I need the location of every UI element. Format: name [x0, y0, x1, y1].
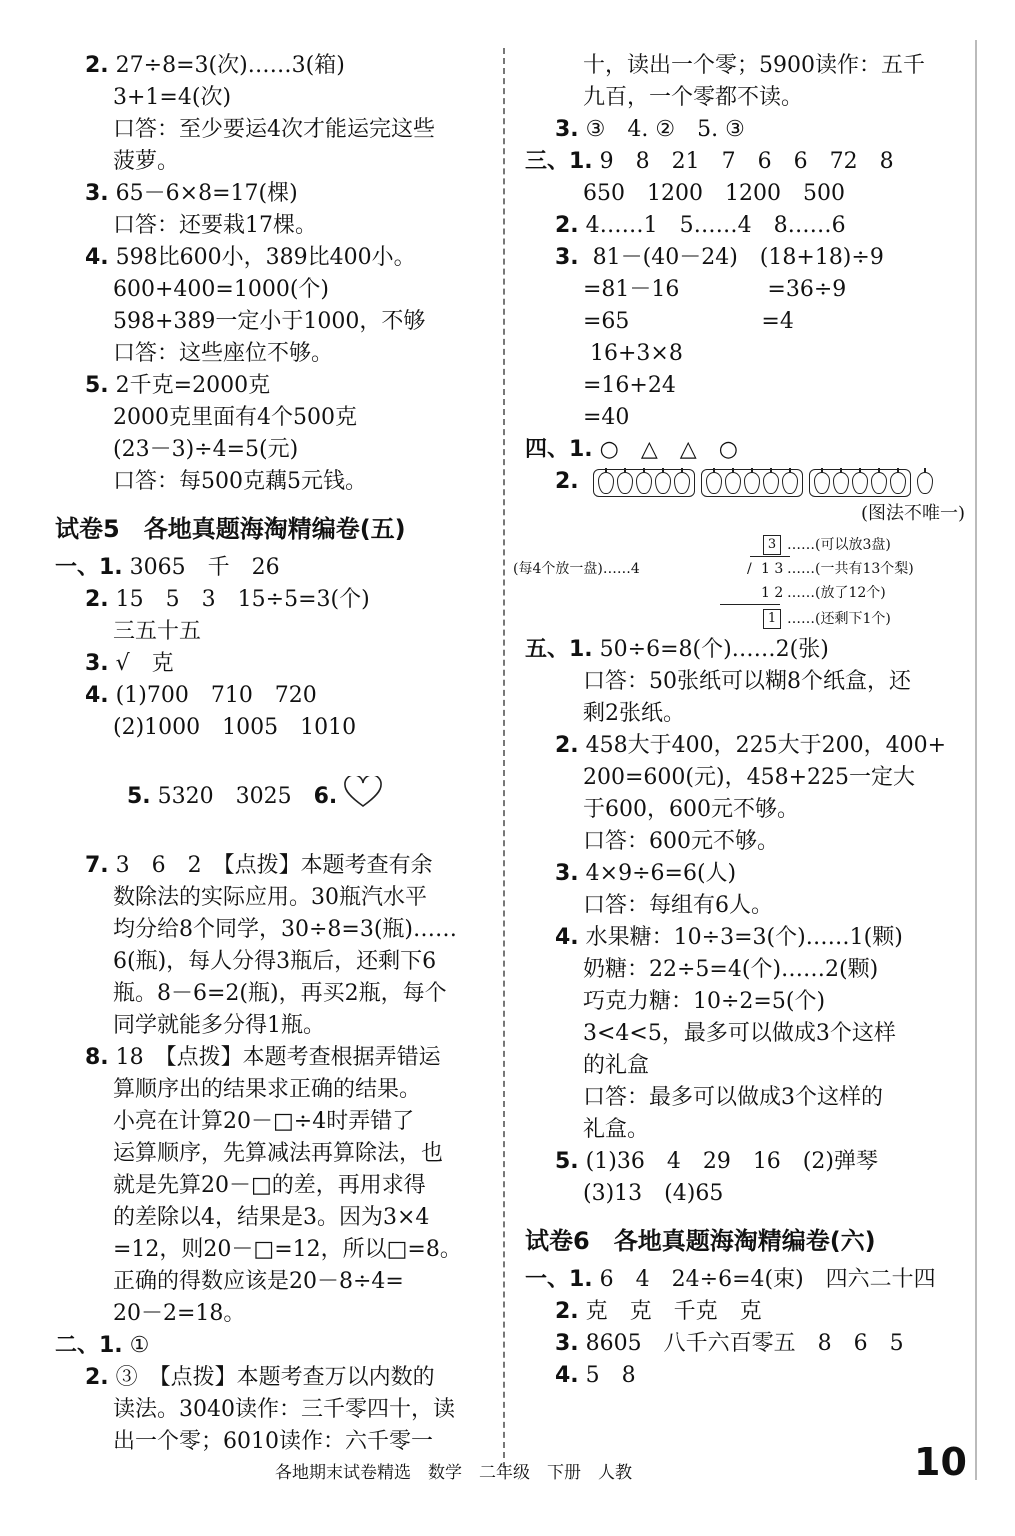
answer-text: 600+400=1000(个)	[113, 277, 330, 302]
answer-line	[525, 986, 965, 1018]
answer-text: =16+24	[583, 373, 676, 398]
answer-text: 口答：最多可以做成3个这样的	[583, 1085, 883, 1110]
pear-box	[701, 469, 803, 497]
question-number: 二、1.	[55, 1333, 123, 1358]
answer-text: 的礼盒	[583, 1053, 650, 1078]
answer-text: 礼盒。	[583, 1117, 650, 1142]
answer-text: 口答：每组有6人。	[583, 893, 773, 918]
answer-line	[55, 648, 485, 680]
pear-icon	[852, 472, 868, 494]
right-block-1	[525, 50, 965, 466]
question-number: 3.	[85, 651, 109, 676]
answer-text: 瓶。8－6=2(瓶)，再买2瓶，每个	[113, 981, 447, 1006]
answer-line	[55, 1202, 485, 1234]
answer-line	[525, 1114, 965, 1146]
answer-text: 458大于400，225大于200，400+	[578, 733, 947, 758]
answer-text: ①	[122, 1333, 150, 1358]
answer-line	[525, 1360, 965, 1392]
answer-line	[525, 242, 965, 274]
question-number: 2.	[85, 53, 109, 78]
answer-line	[55, 306, 485, 338]
answer-text: 九百，一个零都不读。	[583, 85, 804, 110]
answer-line	[525, 1328, 965, 1360]
answer-line	[55, 1362, 485, 1394]
answer-line	[55, 850, 485, 882]
question-number: 5.	[126, 784, 151, 809]
answer-line	[55, 616, 485, 648]
answer-line	[55, 946, 485, 978]
quotient-note: ……(可以放3盘)	[787, 537, 891, 553]
answer-text: 50÷6=8(个)……2(张)	[592, 637, 829, 662]
answer-text: 650 1200 1200 500	[583, 181, 845, 206]
division-bar	[750, 556, 790, 557]
pear-icon	[674, 472, 690, 494]
question-number: 3.	[555, 861, 579, 886]
page-number: 10	[914, 1440, 967, 1484]
answer-text: 克 克 千克 克	[578, 1299, 762, 1324]
answer-line	[55, 242, 485, 274]
answer-line	[55, 1298, 485, 1330]
answer-text: 3065 千 26	[122, 555, 280, 580]
answer-line	[55, 146, 485, 178]
answer-text: 正确的得数应该是20－8÷4=	[113, 1269, 404, 1294]
dividend: 1 3	[761, 561, 784, 577]
pear-icon	[917, 472, 933, 494]
answer-text: 65－6×8=17(棵)	[108, 181, 298, 206]
pear-icon	[655, 472, 671, 494]
answer-text: 5 8	[578, 1363, 636, 1388]
question-number: 3.	[555, 245, 579, 270]
answer-line	[525, 1178, 965, 1210]
answer-text: (3)13 (4)65	[583, 1181, 724, 1206]
answer-text: 8605 八千六百零五 8 6 5	[578, 1331, 904, 1356]
answer-line	[525, 890, 965, 922]
answer-text: 27÷8=3(次)……3(箱)	[108, 53, 345, 78]
question-number: 4.	[555, 925, 579, 950]
answer-line	[525, 146, 965, 178]
question-number: 4.	[85, 683, 109, 708]
answer-text: 3<4<5，最多可以做成3个这样	[583, 1021, 896, 1046]
answer-line	[525, 114, 965, 146]
answer-text: (2)1000 1005 1010	[113, 715, 357, 740]
answer-text: 运算顺序，先算减法再算除法，也	[113, 1141, 444, 1166]
answer-line	[55, 882, 485, 914]
answer-text: 算顺序出的结果求正确的结果。	[113, 1077, 422, 1102]
answer-line	[525, 306, 965, 338]
answer-line	[525, 858, 965, 890]
answer-line	[55, 1010, 485, 1042]
pear-box	[593, 469, 695, 497]
answer-line	[55, 1138, 485, 1170]
question-number: 2.	[85, 587, 109, 612]
answer-text: 同学就能多分得1瓶。	[113, 1013, 325, 1038]
answer-text: 4×9÷6=6(人)	[578, 861, 737, 886]
question-number: 五、1.	[525, 637, 593, 662]
answer-text: 9 8 21 7 6 6 72 8	[592, 149, 894, 174]
answer-line	[525, 922, 965, 954]
answer-text: 就是先算20－□的差，再用求得	[113, 1173, 426, 1198]
answer-line	[525, 210, 965, 242]
pear-icon	[763, 472, 779, 494]
answer-line	[55, 1266, 485, 1298]
pear-icon	[871, 472, 887, 494]
answer-text: 于600，600元不够。	[583, 797, 799, 822]
answer-text: 水果糖：10÷3=3(个)……1(颗)	[578, 925, 903, 950]
answer-line	[55, 338, 485, 370]
remainder-note: ……(还剩下1个)	[787, 611, 891, 627]
question-number: 3.	[555, 1331, 579, 1356]
answer-line	[55, 82, 485, 114]
long-division	[513, 534, 965, 634]
answer-line	[525, 82, 965, 114]
answer-line	[55, 402, 485, 434]
answer-text: 口答：600元不够。	[583, 829, 779, 854]
answer-line	[525, 274, 965, 306]
pear-icon	[617, 472, 633, 494]
question-number: 3.	[85, 181, 109, 206]
answer-line	[525, 434, 965, 466]
answer-line	[55, 978, 485, 1010]
heart-icon	[343, 776, 383, 818]
right-column	[513, 50, 965, 1392]
section-title-6: 试卷6 各地真题海淘精编卷(六)	[525, 1227, 876, 1255]
answer-line	[55, 274, 485, 306]
answer-text: 6 4 24÷6=4(束) 四六二十四	[592, 1267, 936, 1292]
pear-grouping-line	[525, 466, 965, 498]
answer-line	[55, 1074, 485, 1106]
footer-text: 各地期末试卷精选 数学 二年级 下册 人教	[275, 1463, 632, 1483]
column-divider	[503, 48, 505, 1468]
pear-icon	[725, 472, 741, 494]
answer-line	[55, 1106, 485, 1138]
answer-line	[525, 1082, 965, 1114]
question-number: 5.	[85, 373, 109, 398]
answer-text: (23－3)÷4=5(元)	[113, 437, 299, 462]
answer-text: 81－(40－24) (18+18)÷9	[578, 245, 884, 270]
answer-text: ③ 【点拨】本题考查万以内数的	[108, 1365, 435, 1390]
pear-icon	[706, 472, 722, 494]
question-number: 5.	[555, 1149, 579, 1174]
answer-line	[55, 1042, 485, 1074]
answer-text: 6(瓶)，每人分得3瓶后，还剩下6	[113, 949, 437, 974]
right-block-3	[525, 1264, 965, 1392]
answer-text: 三五十五	[113, 619, 202, 644]
answer-line	[525, 1018, 965, 1050]
question-number: 7.	[85, 853, 109, 878]
answer-text: 16+3×8	[583, 341, 683, 366]
pear-icon	[744, 472, 760, 494]
answer-text: 598比600小，389比400小。	[108, 245, 416, 270]
answer-text: 小亮在计算20－□÷4时弄错了	[113, 1109, 415, 1134]
left-block-2	[55, 552, 485, 744]
answer-line	[525, 1296, 965, 1328]
answer-line	[55, 712, 485, 744]
answer-line	[525, 370, 965, 402]
answer-line	[525, 666, 965, 698]
answer-line	[55, 466, 485, 498]
answer-text: 口答：至少要运4次才能运完这些	[113, 117, 435, 142]
answer-text: 剩2张纸。	[583, 701, 685, 726]
answer-text: 口答：这些座位不够。	[113, 341, 334, 366]
question-number: 2.	[555, 733, 579, 758]
answer-line	[525, 1050, 965, 1082]
division-bracket: /	[747, 561, 752, 577]
answer-line	[525, 698, 965, 730]
left-column	[55, 50, 485, 1458]
answer-text: (1)700 710 720	[108, 683, 317, 708]
answer-line	[55, 1394, 485, 1426]
answer-line	[525, 634, 965, 666]
answer-line	[525, 794, 965, 826]
answer-line	[525, 338, 965, 370]
answer-text: 的差除以4，结果是3。因为3×4	[113, 1205, 430, 1230]
answer-line	[525, 730, 965, 762]
pear-icon	[598, 472, 614, 494]
question-number: 2.	[555, 1299, 579, 1324]
answer-line	[55, 552, 485, 584]
pear-icon	[636, 472, 652, 494]
answer-text: 200=600(元)，458+225一定大	[583, 765, 915, 790]
answer-text: 口答：50张纸可以糊8个纸盒，还	[583, 669, 911, 694]
question-number: 3.	[555, 117, 579, 142]
answer-text: ③ 4. ② 5. ③	[578, 117, 745, 142]
answer-line	[55, 1426, 485, 1458]
answer-line	[525, 1264, 965, 1296]
answer-text: 15 5 3 15÷5=3(个)	[108, 587, 370, 612]
answer-line	[55, 114, 485, 146]
answer-text: =12，则20－□=12，所以□=8。	[113, 1237, 462, 1262]
question-number: 4.	[555, 1363, 579, 1388]
answer-line-q5-q6	[55, 744, 485, 850]
answer-text: 口答：还要栽17棵。	[113, 213, 317, 238]
answer-text: 2000克里面有4个500克	[113, 405, 357, 430]
pear-icon	[814, 472, 830, 494]
answer-line	[525, 826, 965, 858]
dividend-note: ……(一共有13个梨)	[787, 561, 914, 577]
product-note: ……(放了12个)	[787, 585, 886, 601]
page-edge-line	[975, 40, 977, 1480]
answer-line	[55, 680, 485, 712]
answer-line	[55, 434, 485, 466]
answer-text: 出一个零；6010读作：六千零一	[113, 1429, 433, 1454]
answer-line	[55, 178, 485, 210]
answer-text: √ 克	[108, 651, 174, 676]
answer-text: 598+389一定小于1000，不够	[113, 309, 426, 334]
right-block-2	[525, 634, 965, 1210]
answer-line	[525, 50, 965, 82]
answer-line	[525, 954, 965, 986]
question-number: 2.	[85, 1365, 109, 1390]
question-number: 三、1.	[525, 149, 593, 174]
answer-text: 巧克力糖：10÷2=5(个)	[583, 989, 826, 1014]
diagram-note: (图法不唯一)	[860, 503, 965, 524]
pear-box	[809, 469, 911, 497]
answer-text: 5320 3025	[150, 784, 314, 809]
answer-text: 奶糖：22÷5=4(个)……2(颗)	[583, 957, 879, 982]
question-number: 6.	[313, 784, 338, 809]
answer-text: 18 【点拨】本题考查根据弄错运	[108, 1045, 441, 1070]
answer-line	[525, 178, 965, 210]
answer-line	[55, 210, 485, 242]
subtraction-bar	[720, 604, 780, 605]
answer-text: 菠萝。	[113, 149, 180, 174]
answer-text: 3+1=4(次)	[113, 85, 232, 110]
answer-text: =81－16 =36÷9	[583, 277, 847, 302]
answer-line	[55, 914, 485, 946]
answer-text: 20－2=18。	[113, 1301, 246, 1326]
question-number: 2.	[555, 469, 579, 494]
answer-text: =40	[583, 405, 630, 430]
quotient: 3	[763, 534, 781, 556]
question-number: 一、1.	[525, 1267, 593, 1292]
question-number: 四、1.	[525, 437, 593, 462]
answer-line	[55, 1170, 485, 1202]
answer-line	[525, 762, 965, 794]
answer-line	[55, 50, 485, 82]
product: 1 2	[761, 585, 784, 601]
answer-line	[525, 402, 965, 434]
divisor-note: (每4个放一盘)……4	[513, 561, 640, 577]
answer-text: =65 =4	[583, 309, 794, 334]
answer-line	[55, 584, 485, 616]
section-title-5: 试卷5 各地真题海淘精编卷(五)	[55, 515, 406, 543]
answer-line	[525, 1146, 965, 1178]
pear-icon	[833, 472, 849, 494]
answer-line	[55, 1330, 485, 1362]
answer-text: 数除法的实际应用。30瓶汽水平	[113, 885, 427, 910]
answer-text: 十，读出一个零；5900读作：五千	[583, 53, 925, 78]
answer-text: 读法。3040读作：三千零四十，读	[113, 1397, 455, 1422]
remainder: 1	[763, 608, 781, 630]
answer-line	[55, 370, 485, 402]
answer-text: (1)36 4 29 16 (2)弹琴	[578, 1149, 878, 1174]
left-block-3	[55, 850, 485, 1458]
answer-text: 均分给8个同学，30÷8=3(瓶)……	[113, 917, 458, 942]
pear-icon	[782, 472, 798, 494]
question-number: 一、1.	[55, 555, 123, 580]
answer-line	[55, 1234, 485, 1266]
left-block-1	[55, 50, 485, 498]
question-number: 2.	[555, 213, 579, 238]
question-number: 4.	[85, 245, 109, 270]
answer-text: ○ △ △ ○	[592, 437, 738, 462]
answer-text: 2千克=2000克	[108, 373, 271, 398]
answer-text: 4……1 5……4 8……6	[578, 213, 846, 238]
answer-text: 口答：每500克藕5元钱。	[113, 469, 367, 494]
pear-groups	[593, 469, 933, 497]
question-number: 8.	[85, 1045, 109, 1070]
answer-text: 3 6 2 【点拨】本题考查有余	[108, 853, 433, 878]
pear-icon	[890, 472, 906, 494]
